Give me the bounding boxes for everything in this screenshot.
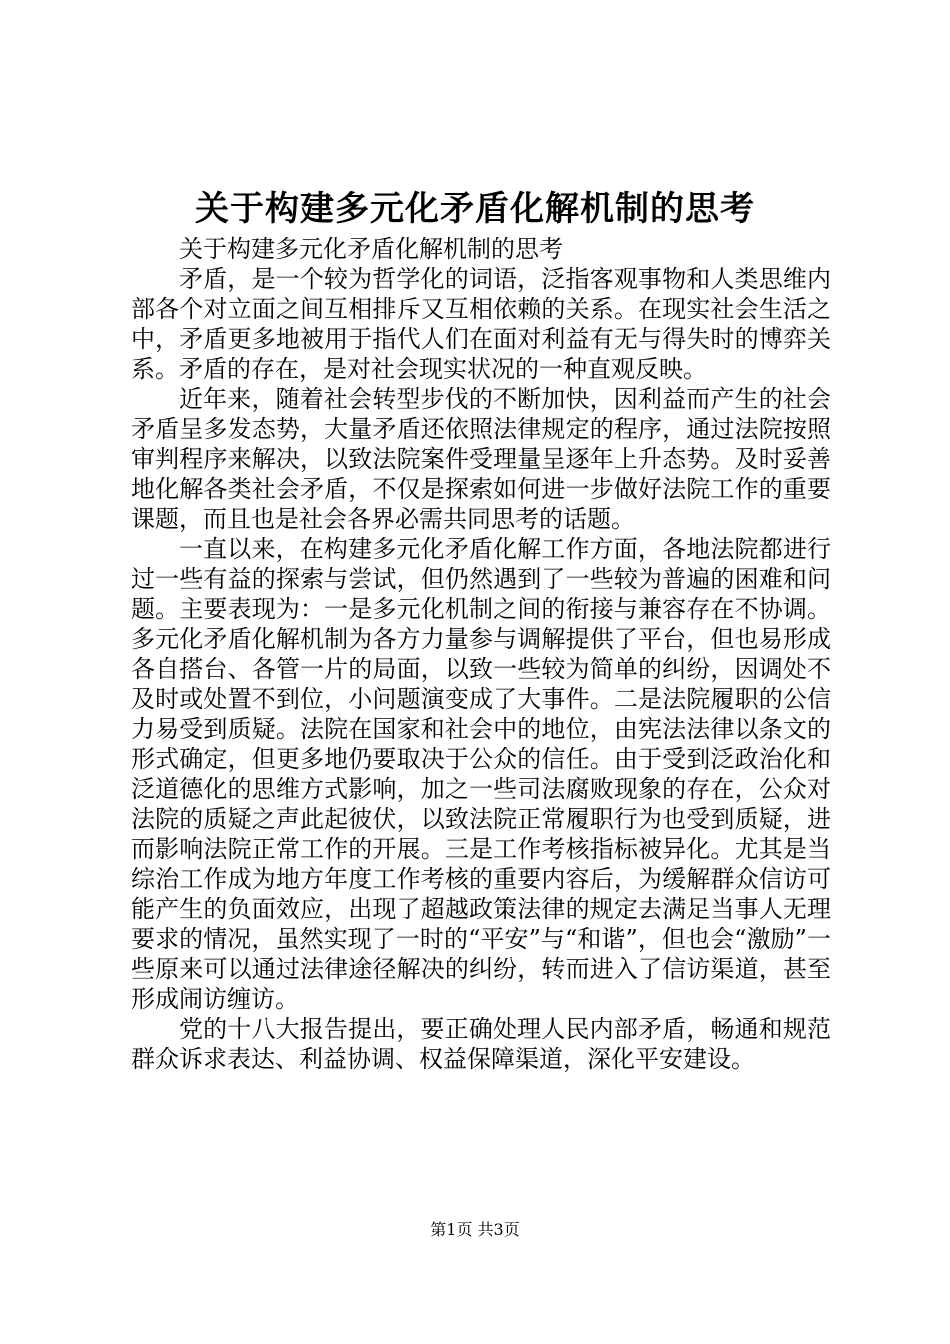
document-body bbox=[131, 234, 831, 1074]
page-title: 关于构建多元化矛盾化解机制的思考 bbox=[195, 189, 755, 229]
body-paragraph: 一直以来，在构建多元化矛盾化解工作方面，各地法院都进行过一些有益的探索与尝试，但仍然遇到了一些较为普遍的困难和问题。主要表现为：一是多元化机制之间的衔接与兼容存在不协调。多元化矛盾化解机制为各方力量参与调解提供了平台，但也易形成各自搭台、各管一片的局面，以致一些较为简单的纠纷，因调处不及时或处置不到位，小问题演变成了大事件。二是法院履职的公信力易受到质疑。法院在国家和社会中的地位，由宪法法律以条文的形式确定，但更多地仍要取决于公众的信任。由于受到泛政治化和泛道德化的思维方式影响，加之一些司法腐败现象的存在，公众对法院的质疑之声此起彼伏，以致法院正常履职行为也受到质疑，进而影响法院正常工作的开展。三是工作考核指标被异化。尤其是当综治工作成为地方年度工作考核的重要内容后，为缓解群众信访可能产生的负面效应，出现了超越政策法律的规定去满足当事人无理要求的情况，虽然实现了一时的“平安”与“和谐”，但也会“激励”一些原来可以通过法律途径解决的纠纷，转而进入了信访渠道，甚至形成闹访缠访。 bbox=[131, 535, 831, 1013]
page-footer: 第1页 共3页 bbox=[430, 1220, 520, 1239]
body-paragraph: 矛盾，是一个较为哲学化的词语，泛指客观事物和人类思维内部各个对立面之间互相排斥又互相依赖的关系。在现实社会生活之中，矛盾更多地被用于指代人们在面对利益有无与得失时的博弈关系。矛盾的存在，是对社会现实状况的一种直观反映。 bbox=[131, 265, 831, 383]
body-paragraph: 近年来，随着社会转型步伐的不断加快，因利益而产生的社会矛盾呈多发态势，大量矛盾还依照法律规定的程序，通过法院按照审判程序来解决，以致法院案件受理量呈逐年上升态势。及时妥善地化解各类社会矛盾，不仅是探索如何进一步做好法院工作的重要课题，而且也是社会各界必需共同思考的话题。 bbox=[131, 385, 831, 533]
subtitle-paragraph: 关于构建多元化矛盾化解机制的思考 bbox=[179, 235, 563, 263]
body-paragraph: 党的十八大报告提出，要正确处理人民内部矛盾，畅通和规范群众诉求表达、利益协调、权益保障渠道，深化平安建设。 bbox=[131, 1015, 831, 1073]
